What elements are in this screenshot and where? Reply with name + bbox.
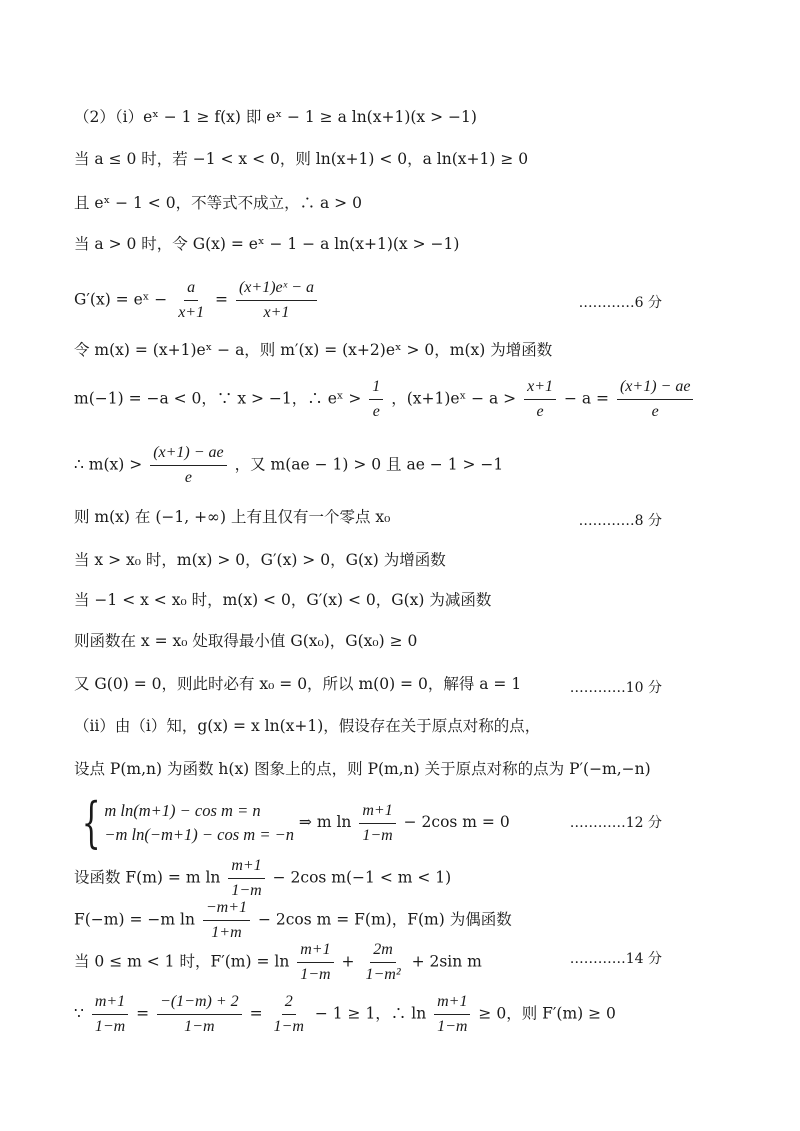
- fraction: $\frac{m+1}{1-m}$: [228, 856, 264, 901]
- score-6: …………6 分: [578, 295, 662, 311]
- line-F-even: F(−m) = −m ln $\frac{-m+1}{1+m}$ − 2cos m = F(m)，F(m) 为偶函数: [74, 899, 512, 941]
- score-10: …………10 分: [569, 680, 662, 696]
- line-F-derivative: 当 0 ≤ m < 1 时，F′(m) = ln $\frac{m+1}{1-m}$ + $\frac{2m}{\text{1−m²}}$ + 2sin m: [74, 941, 482, 983]
- fraction: $\frac{\text{(x+1)eˣ − a}}{x+1}$: [236, 278, 317, 323]
- fraction: $\frac{-m+1}{1+m}$: [203, 898, 250, 943]
- line-unique-zero: 则 m(x) 在 (−1, +∞) 上有且仅有一个零点 x₀: [74, 508, 391, 526]
- score-12: …………12 分: [569, 815, 662, 831]
- line-m-bound: ∴ m(x) > $\frac{(x+1) - ae}{e}$ ，又 m(ae − 1) > 0 且 ae − 1 > −1: [74, 444, 504, 486]
- line-define-m: 令 m(x) = (x+1)eˣ − a，则 m′(x) = (x+2)eˣ > 0，m(x) 为增函数: [74, 341, 553, 359]
- fraction: $\frac{(x+1) - ae}{e}$: [617, 377, 693, 422]
- line-case-a-le-0: 当 a ≤ 0 时，若 −1 < x < 0，则 ln(x+1) < 0，a ln(x+1) ≥ 0: [74, 150, 529, 168]
- fraction: $\frac{2}{1-m}$: [273, 993, 304, 1035]
- line-2-i: （2）（ⅰ）eˣ − 1 ≥ f(x) 即 eˣ − 1 ≥ a ln(x+1)(x > −1): [74, 108, 477, 126]
- line-inequality-fails: 且 eˣ − 1 < 0，不等式不成立，∴ a > 0: [74, 194, 362, 212]
- line-system: { m ln(m+1) − cos m = n −m ln(−m+1) − cos m = −n ⇒ m ln $\frac{m+1}{1-m}$ − 2cos m = 0: [74, 796, 510, 850]
- score-8: …………8 分: [578, 513, 662, 529]
- fraction: $\frac{m+1}{1-m}$: [359, 801, 395, 846]
- line-minimum: 则函数在 x = x₀ 处取得最小值 G(x₀)，G(x₀) ≥ 0: [74, 632, 418, 650]
- line-define-F: 设函数 F(m) = m ln $\frac{m+1}{1-m}$ − 2cos m(−1 < m < 1): [74, 857, 452, 899]
- fraction: $\frac{x+1}{e}$: [524, 377, 556, 422]
- fraction: $\frac{2m}{\text{1−m²}}$: [365, 941, 401, 983]
- equation-system: { m ln(m+1) − cos m = n −m ln(−m+1) − cos m = −n: [81, 791, 294, 854]
- line-solve-a: 又 G(0) = 0，则此时必有 x₀ = 0，所以 m(0) = 0，解得 a = 1: [74, 675, 522, 693]
- fraction: $\frac{a}{x+1}$: [178, 279, 205, 321]
- line-x-gt-x0: 当 x > x₀ 时，m(x) > 0，G′(x) > 0，G(x) 为增函数: [74, 551, 446, 569]
- line-since: ∵ $\frac{m+1}{1-m}$ = $\frac{-(1-m) + 2}{1-m}$ = $\frac{2}{1-m}$ − 1 ≥ 1，∴ ln $\frac{m+1}{1-m}$ ≥ 0，则 F′(m) ≥ 0: [74, 993, 616, 1035]
- fraction: $\frac{m+1}{1-m}$: [297, 940, 333, 985]
- score-14: …………14 分: [569, 951, 662, 967]
- fraction: $\frac{-(1-m) + 2}{1-m}$: [157, 992, 242, 1037]
- line-G-derivative: G′(x) = eˣ − $\frac{a}{x+1}$ = $\frac{\text{(x+1)eˣ − a}}{x+1}$: [74, 278, 320, 323]
- line-point-P: 设点 P(m,n) 为函数 h(x) 图象上的点，则 P(m,n) 关于原点对称的点为 P′(−m,−n): [74, 760, 651, 778]
- fraction: $\frac{1}{e}$: [369, 377, 383, 422]
- fraction: $\frac{m+1}{1-m}$: [434, 992, 470, 1037]
- line-2-ii: （ⅱ）由（ⅰ）知，g(x) = x ln(x+1)，假设存在关于原点对称的点，: [74, 717, 541, 735]
- line-m-minus-1: m(−1) = −a < 0，∵ x > −1，∴ eˣ > $\frac{1}{e}$ ，(x+1)eˣ − a > $\frac{x+1}{e}$ − a = $\frac{(x+1) - ae}{e}$: [74, 377, 696, 422]
- line-x-lt-x0: 当 −1 < x < x₀ 时，m(x) < 0，G′(x) < 0，G(x) 为减函数: [74, 591, 492, 609]
- line-define-G: 当 a > 0 时，令 G(x) = eˣ − 1 − a ln(x+1)(x > −1): [74, 235, 460, 253]
- fraction: $\frac{m+1}{1-m}$: [92, 992, 128, 1037]
- fraction: $\frac{(x+1) - ae}{e}$: [150, 443, 226, 488]
